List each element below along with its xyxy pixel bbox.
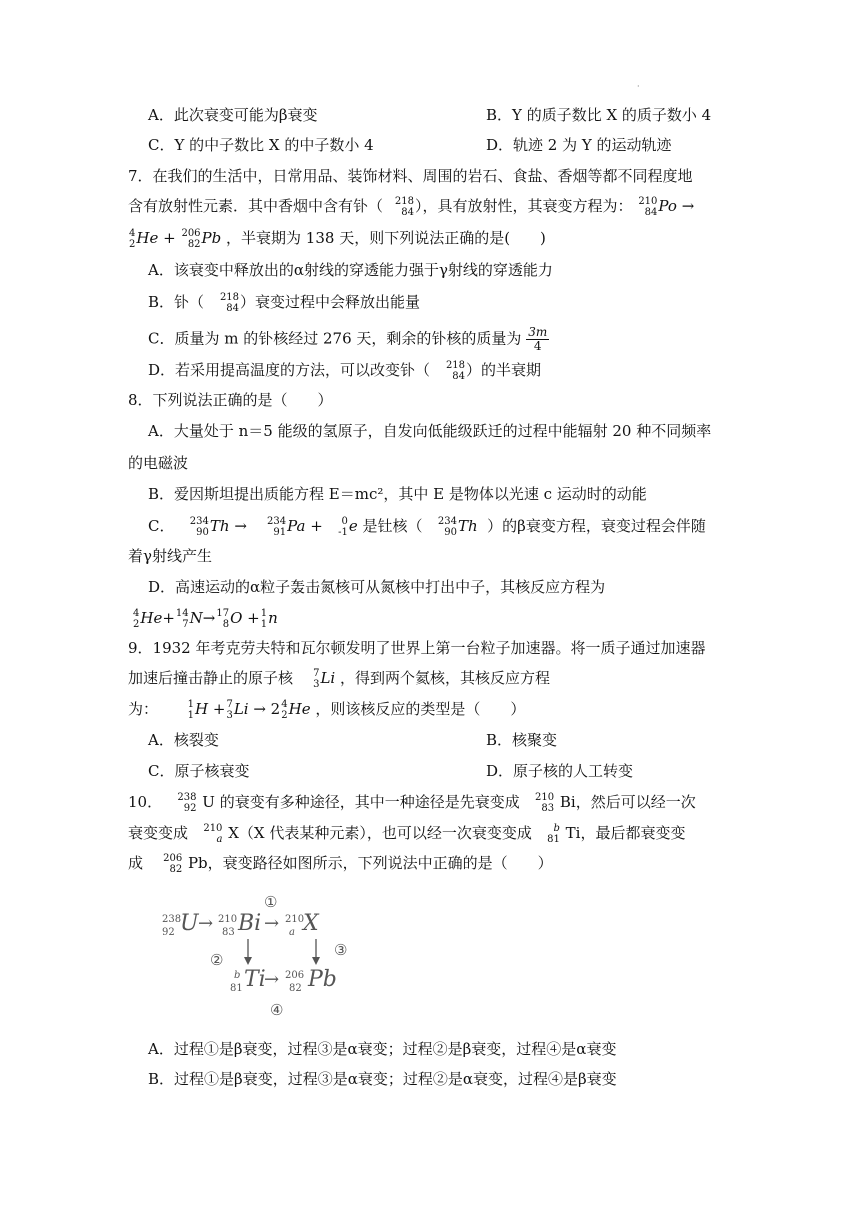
diagram-arrowhead-bi-ti <box>244 957 252 965</box>
diagram-arrow-u-bi: → <box>198 913 214 934</box>
eq-d-n1: 1 1 <box>260 608 268 630</box>
diagram-process-2: ② <box>210 951 224 969</box>
q10-stem-line1c: Bi，然后可以经一次 <box>559 793 696 811</box>
q6-option-d: D．轨迹 2 为 Y 的运动轨迹 <box>486 136 672 154</box>
diagram-arrow-bi-x: → <box>264 913 280 934</box>
q10-stem-line3a: 成 <box>128 854 144 872</box>
q10-stem-line2c: Ti，最后都衰变变 <box>565 824 686 842</box>
q8-option-c-b: 是钍核（ <box>362 517 423 535</box>
q6-option-a: A．此次衰变可能为β衰变 <box>148 106 318 124</box>
q9-stem-line2a: 加速后撞击静止的原子核 <box>128 669 294 687</box>
q10-stem-line1 <box>128 792 696 814</box>
eq-e: 0 -1 <box>338 516 348 538</box>
q9-option-d: D．原子核的人工转变 <box>486 762 634 780</box>
eq-d-o: 17 8 <box>216 608 230 630</box>
q10-option-a: A．过程①是β衰变，过程③是α衰变；过程②是β衰变，过程④是α衰变 <box>148 1040 617 1058</box>
q7-option-b-b: ）衰变过程中会释放出能量 <box>240 293 421 311</box>
q8-stem: 8．下列说法正确的是（ ） <box>128 391 333 409</box>
q7-stem-line3: 4 2 He + 206 82 Pb ，半衰期为 138 天，则下列说法正确的是( ) <box>129 228 546 250</box>
diagram-u-charge: 92 <box>162 927 175 938</box>
q8-option-a-line2: 的电磁波 <box>128 454 189 472</box>
q8-option-a-line1: A．大量处于 n＝5 能级的氢原子，自发向低能级跃迁的过程中能辐射 20 种不同频率 <box>148 422 712 440</box>
eq9-he: 4 2 <box>281 699 288 721</box>
q10-x: 210 a <box>203 823 223 845</box>
eq-li: 7 3 <box>313 668 320 690</box>
diagram-u-mass: 238 <box>162 914 182 925</box>
diagram-process-1: ① <box>264 893 278 911</box>
q7-option-a: A．该衰变中释放出的α射线的穿透能力强于γ射线的穿透能力 <box>148 261 553 279</box>
eq-pa: 234 91 <box>266 516 287 538</box>
q10-option-b: B．过程①是β衰变，过程③是α衰变；过程②是α衰变，过程④是β衰变 <box>148 1070 617 1088</box>
diagram-process-3: ③ <box>334 941 348 959</box>
po-nuclide-symbol: 218 84 <box>394 196 415 218</box>
q8-option-c-a: C． <box>148 517 175 535</box>
q10-stem-line2a: 衰变变成 <box>128 824 189 842</box>
q7-option-b <box>148 292 420 314</box>
q9-stem-line2: 加速后撞击静止的原子核 7 3 Li ，得到两个氦核，其核反应方程 <box>128 668 551 690</box>
diagram-pb-charge: 82 <box>289 983 302 994</box>
diagram-bi-charge: 83 <box>222 927 235 938</box>
q8-option-c-line2: 着γ射线产生 <box>128 547 212 565</box>
diagram-pb: Pb <box>308 967 337 992</box>
q10-stem-line3 <box>128 853 553 875</box>
eq-d-n: 14 7 <box>175 608 189 630</box>
q8-option-c: C． 234 90 Th → 234 91 Pa + 0 -1 e 是钍核（ 234 90 Th ）的β衰变方程，衰变过程会伴随 <box>148 516 706 538</box>
eq-th-2: 234 90 <box>437 516 457 538</box>
q10-u: 238 92 <box>177 792 197 814</box>
eq9-li: 7 3 <box>226 699 233 721</box>
q10-stem-line2 <box>128 823 685 845</box>
q8-option-c-c: ）的β衰变方程，衰变过程会伴随 <box>487 517 706 535</box>
q7-option-d <box>148 360 541 382</box>
q10-ti: b 81 <box>547 823 560 845</box>
q10-stem-line3b: Pb，衰变路径如图所示，下列说法中正确的是（ ） <box>187 854 553 872</box>
po-nuclide-symbol-b: 218 84 <box>219 292 240 314</box>
q9-stem-line2b: ，得到两个氦核，其核反应方程 <box>340 669 551 687</box>
q8-option-d-line1: D．高速运动的α粒子轰击氮核可从氮核中打出中子，其核反应方程为 <box>148 578 606 596</box>
diagram-bi-mass: 210 <box>218 914 238 925</box>
q10-stem-line1a: 10． <box>128 793 163 811</box>
q7-option-c-a: C．质量为 m 的钋核经过 276 天，剩余的钋核的质量为 <box>148 329 522 348</box>
q6-option-b: B．Y 的质子数比 X 的质子数小 4 <box>486 106 712 124</box>
q7-stem-line2: 含有放射性元素．其中香烟中含有钋（ 218 84 ），具有放射性，其衰变方程为： 210 84 Po → <box>128 196 695 218</box>
q7-option-c <box>148 326 549 353</box>
diagram-bi: Bi <box>238 911 262 936</box>
q10-stem-line2b: X（X 代表某种元素），也可以经一次衰变变成 <box>228 824 532 842</box>
q9-option-a: A．核裂变 <box>148 731 219 749</box>
q9-stem-line3: 为： 1 1 H + 7 3 Li → 2 4 2 He ，则该核反应的类型是（ ） <box>128 699 526 721</box>
eq-pb: 206 82 <box>181 228 201 250</box>
decay-eq-po: 210 84 <box>638 196 658 218</box>
q10-stem-line1b: U 的衰变有多种途径，其中一种途径是先衰变成 <box>202 793 520 811</box>
diagram-ti: Ti <box>244 967 266 992</box>
q7-option-d-a: D．若采用提高温度的方法，可以改变钋（ <box>148 361 431 379</box>
q7-option-d-b: ）的半衰期 <box>466 361 542 379</box>
diagram-arrow-ti-pb: → <box>264 969 280 990</box>
eq-he: 4 2 <box>129 228 136 250</box>
q8-option-b: B．爱因斯坦提出质能方程 E＝mc²，其中 E 是物体以光速 c 运动时的动能 <box>148 485 647 503</box>
q10-pb: 206 82 <box>163 853 183 875</box>
q9-stem-line1: 9．1932 年考克劳夫特和瓦尔顿发明了世界上第一台粒子加速器。将一质子通过加速器 <box>128 639 706 657</box>
diagram-ti-charge: 81 <box>230 983 243 994</box>
q7-stem-line2a: 含有放射性元素．其中香烟中含有钋（ <box>128 197 384 215</box>
q9-stem-line3b: ，则该核反应的类型是（ ） <box>315 700 526 718</box>
q7-stem-line3b: ，半衰期为 138 天，则下列说法正确的是( ) <box>226 229 546 247</box>
q7-stem-line2b: ），具有放射性，其衰变方程为： <box>415 197 633 215</box>
q7-stem-line1: 7．在我们的生活中，日常用品、装饰材料、周围的岩石、食盐、香烟等都不同程度地 <box>128 167 693 185</box>
q10-bi: 210 83 <box>535 792 555 814</box>
q7-option-b-a: B．钋（ <box>148 293 205 311</box>
q9-stem-line3a: 为： <box>128 700 159 718</box>
q6-option-c: C．Y 的中子数比 X 的中子数小 4 <box>148 136 374 154</box>
eq9-h: 1 1 <box>187 699 194 721</box>
q9-option-c: C．原子核衰变 <box>148 762 250 780</box>
diagram-x: X <box>303 911 319 936</box>
diagram-ti-mass: b <box>234 970 241 981</box>
diagram-process-4: ④ <box>270 1001 284 1019</box>
page-dot: · <box>637 82 640 91</box>
diagram-x-mass: 210 <box>285 914 305 925</box>
q8-option-d-equation: 4 2 He+ 14 7 N→ 17 8 O + 1 1 n <box>133 608 278 630</box>
q9-option-b: B．核聚变 <box>486 731 558 749</box>
diagram-pb-mass: 206 <box>285 970 305 981</box>
fraction-3m-4: $\frac{3m}{4}$ <box>528 325 548 353</box>
diagram-u: U <box>180 911 199 936</box>
eq-d-he: 4 2 <box>133 608 140 630</box>
eq-th: 234 90 <box>189 516 209 538</box>
po-nuclide-symbol-d: 218 84 <box>445 360 466 382</box>
diagram-arrowhead-x-pb <box>312 957 320 965</box>
diagram-x-charge: a <box>289 927 295 938</box>
decay-path-diagram <box>148 885 378 1025</box>
